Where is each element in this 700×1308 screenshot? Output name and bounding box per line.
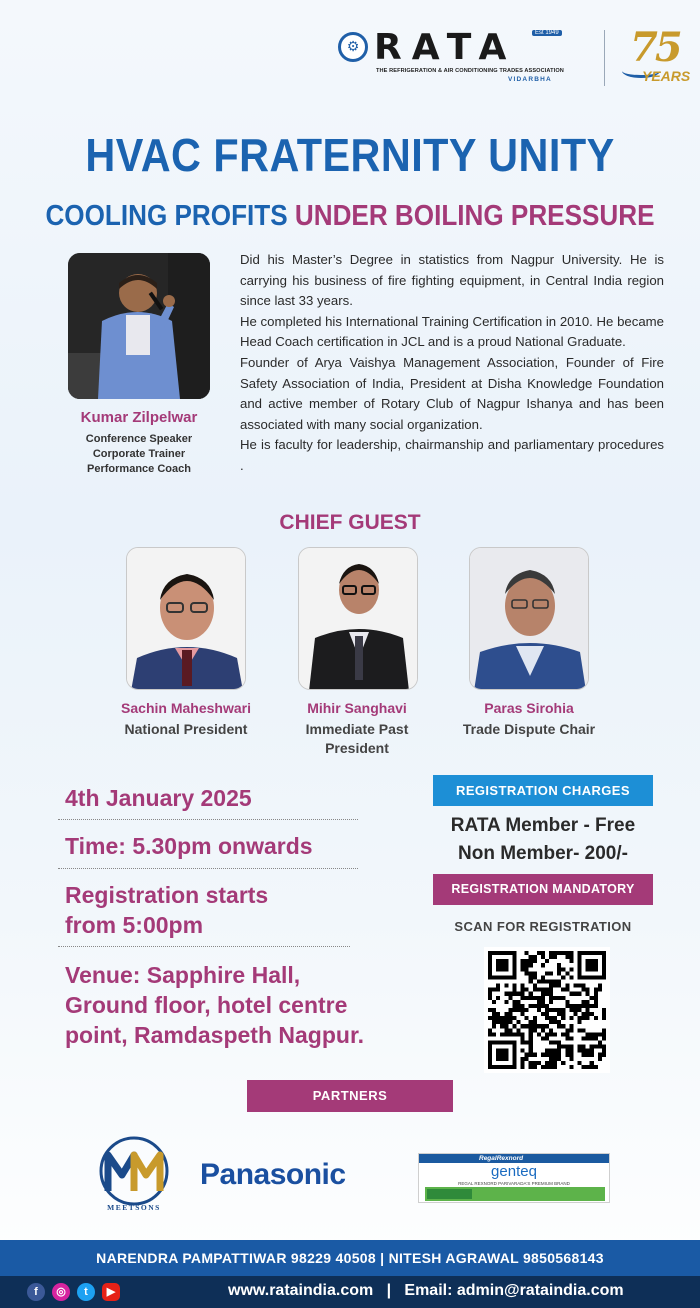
guest-photo-mihir	[298, 547, 418, 690]
anniversary-number: 75	[630, 24, 680, 71]
anniversary-word: YEARS	[642, 68, 691, 84]
guest-photo-paras	[469, 547, 589, 690]
instagram-icon[interactable]: ◎	[52, 1283, 70, 1301]
divider	[58, 946, 350, 947]
venue-line: Venue: Sapphire Hall,	[65, 962, 301, 988]
header-divider	[604, 30, 605, 86]
guest-role: Immediate Past President	[305, 721, 409, 756]
footer-web-email	[228, 1279, 624, 1303]
regal-rexnord-logo	[418, 1153, 610, 1203]
logo-emblem-icon: ⚙	[338, 32, 368, 62]
guest-name: Sachin Maheshwari	[121, 700, 251, 716]
youtube-icon[interactable]: ▶	[102, 1283, 120, 1301]
page-title: HVAC FRATERNITY UNITY	[85, 129, 615, 181]
panasonic-logo: Panasonic	[200, 1158, 346, 1191]
registration-start-line: Registration starts	[65, 882, 269, 908]
event-date: 4th January 2025	[65, 785, 252, 811]
meetsons-wordmark: MEETSONS	[107, 1203, 161, 1212]
member-fee: RATA Member - Free	[450, 815, 636, 836]
venue-line: point, Ramdaspeth Nagpur.	[65, 1022, 365, 1048]
guest-role: National President	[124, 721, 248, 737]
footer-separator: |	[386, 1282, 392, 1299]
regal-product: genteq	[491, 1163, 537, 1180]
guest-name: Paras Sirohia	[484, 700, 574, 716]
registration-charges-label: REGISTRATION CHARGES	[433, 775, 653, 806]
divider	[58, 819, 358, 820]
speaker-bio	[240, 250, 664, 477]
regal-brand: RegalRexnord	[419, 1154, 609, 1163]
scan-label: SCAN FOR REGISTRATION	[454, 919, 632, 934]
twitter-icon[interactable]: t	[77, 1283, 95, 1301]
region-label: VIDARBHA	[508, 76, 552, 83]
subtitle-part1: COOLING PROFITS	[45, 200, 288, 232]
regal-banner	[425, 1187, 605, 1201]
bio-paragraph: He completed his International Training Certification in 2010. He became Head Coach certification in JCL and is a proud National Graduate.	[240, 313, 664, 350]
bio-paragraph: He is faculty for leadership, chairmanship and parliamentary procedures .	[240, 437, 664, 473]
non-member-fee: Non Member- 200/-	[458, 843, 628, 864]
registration-start-line: from 5:00pm	[65, 912, 204, 938]
website-link[interactable]: www.rataindia.com	[228, 1282, 374, 1299]
rata-logo	[338, 28, 600, 88]
bio-paragraph: Founder of Arya Vaishya Management Association, Founder of Fire Safety Association of India, President at Disha Knowledge Foundation and active member of Rotary Club of Nagpur Ishanya and has been associated with many social organization.	[240, 354, 664, 432]
guest-role: Trade Dispute Chair	[462, 721, 596, 737]
facebook-icon[interactable]: f	[27, 1283, 45, 1301]
page-subtitle	[35, 200, 665, 233]
bio-paragraph: Did his Master’s Degree in statistics from Nagpur University. He is carrying his business of fire fighting equipment, in Central India region since last 33 years.	[240, 252, 664, 309]
subtitle-part2: UNDER BOILING PRESSURE	[294, 200, 655, 232]
footer-contacts: NARENDRA PAMPATTIWAR 98229 40508 | NITESH AGRAWAL 9850568143	[0, 1240, 700, 1276]
partners-heading: PARTNERS	[247, 1080, 453, 1112]
divider	[58, 868, 358, 869]
email-link[interactable]: Email: admin@rataindia.com	[404, 1282, 624, 1299]
speaker-role: Corporate Trainer	[92, 448, 186, 460]
speaker-name: Kumar Zilpelwar	[80, 409, 198, 426]
guest-name: Mihir Sanghavi	[307, 700, 407, 716]
speaker-role: Performance Coach	[87, 463, 191, 475]
speaker-roles	[54, 432, 224, 477]
event-venue	[65, 960, 364, 1050]
chief-guest-heading: CHIEF GUEST	[279, 511, 421, 534]
registration-qr-code[interactable]	[484, 947, 610, 1073]
association-name: THE REFRIGERATION & AIR CONDITIONING TRADES ASSOCIATION	[376, 68, 564, 74]
logo-established: Est 1949	[532, 30, 562, 36]
logo-text: RATA	[374, 27, 517, 68]
guest-photo-sachin	[126, 547, 246, 690]
speaker-photo	[68, 253, 210, 399]
venue-line: Ground floor, hotel centre	[65, 992, 348, 1018]
regal-tagline: REGAL REXNORD PARIVARADA'S PREMIUM BRAND	[458, 1181, 570, 1186]
registration-start	[65, 880, 268, 940]
event-time: Time: 5.30pm onwards	[65, 833, 313, 859]
registration-mandatory-label: REGISTRATION MANDATORY	[433, 874, 653, 905]
speaker-role: Conference Speaker	[85, 433, 193, 445]
